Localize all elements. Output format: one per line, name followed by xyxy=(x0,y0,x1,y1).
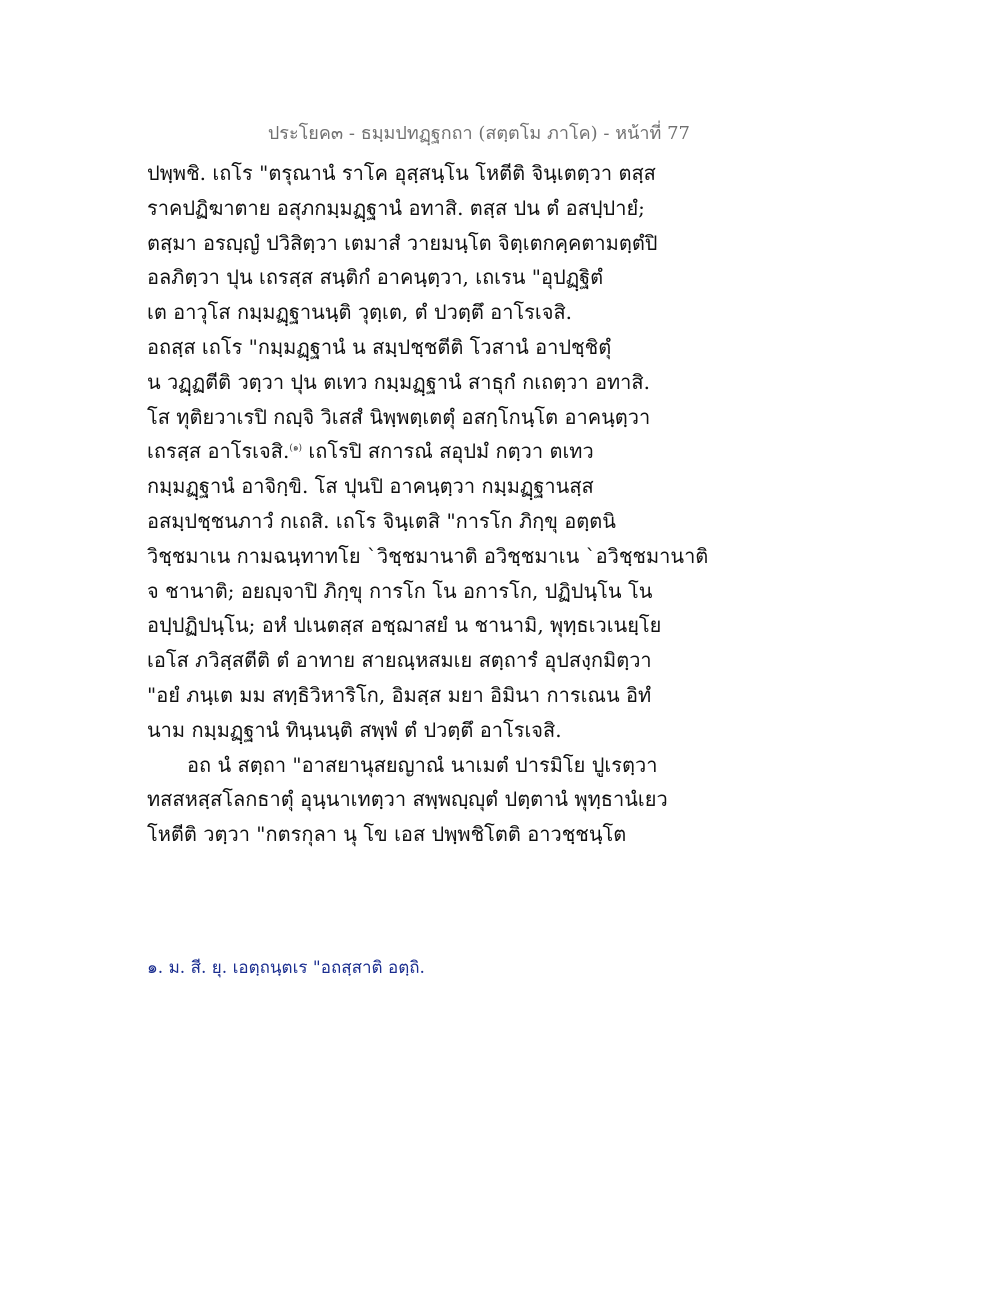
footnote: ๑. ม. สี. ยุ. เอตฺถนฺตเร "อถสฺสาติ อตฺถิ. xyxy=(147,958,425,978)
text-line: ปพฺพชิ. เถโร "ตรุณานํ ราโค อุสฺสนฺโน โหตีติ จินฺเตตฺวา ตสฺส xyxy=(147,161,656,185)
text-line: อถสฺส เถโร "กมฺมฏฺฐานํ น สมฺปชฺชตีติ โวสานํ อาปชฺชิตุํ xyxy=(147,334,612,359)
text-line: วิชฺชมาเน กามฉนฺทาทโย `วิชฺชมานาติ อวิชฺชมาเน `อวิชฺชมานาติ xyxy=(147,543,709,568)
text-line: ราคปฏิฆาตาย อสุภกมฺมฏฺฐานํ อทาสิ. ตสฺส ปน ตํ อสปฺปายํ; xyxy=(147,195,645,220)
text-line-segment: เถรสฺส อาโรเจสิ. xyxy=(147,439,290,464)
text-line: จ ชานาติ; อยญฺจาปิ ภิกฺขุ การโก โน อการโก, ปฏิปนฺโน โน xyxy=(147,578,653,603)
text-line: "อยํ ภนฺเต มม สทฺธิวิหาริโก, อิมสฺส มยา อิมินา การเณน อิทํ xyxy=(147,682,652,707)
text-line: ตสฺมา อรญฺญํ ปวิสิตฺวา เตมาสํ วายมนฺโต จิตฺเตกคฺคตามตฺตํปิ xyxy=(147,230,658,255)
text-line: เอโส ภวิสฺสตีติ ตํ อาทาย สายณฺหสมเย สตฺถารํ อุปสงฺกมิตฺวา xyxy=(147,648,652,673)
text-line-segment: เถโรปิ สการณํ สอุปมํ กตฺวา ตเทว xyxy=(302,439,594,464)
text-line: นาม กมฺมฏฺฐานํ ทินฺนนฺติ สพฺพํ ตํ ปวตฺตึ อาโรเจสิ. xyxy=(147,717,562,742)
text-line: อลภิตฺวา ปุน เถรสฺส สนฺติกํ อาคนฺตฺวา, เถเรน "อุปฏฺฐิตํ xyxy=(147,265,604,290)
text-line: ทสสหสฺสโลกธาตุํ อุนฺนาเทตฺวา สพฺพญฺญุตํ ปตฺตานํ พุทฺธานํเยว xyxy=(147,787,668,812)
text-line: อปฺปฏิปนฺโน; อหํ ปเนตสฺส อชฺฌาสยํ น ชานามิ, พุทฺธเวเนยฺโย xyxy=(147,613,662,638)
paragraph-start-line: อถ นํ สตฺถา "อาสยานุสยญาณํ นาเมตํ ปารมิโย ปูเรตฺวา xyxy=(187,752,658,777)
text-line: เต อาวุโส กมฺมฏฺฐานนฺติ วุตฺเต, ตํ ปวตฺตึ อาโรเจสิ. xyxy=(147,300,573,325)
text-line: โหตีติ วตฺวา "กตรกุลา นุ โข เอส ปพฺพชิโตติ อาวชฺชนฺโต xyxy=(147,822,627,847)
text-line: อสมฺปชฺชนภาวํ กเถสิ. เถโร จินฺเตสิ "การโก ภิกฺขุ อตฺตนิ xyxy=(147,508,616,533)
text-line: กมฺมฏฺฐานํ อาจิกฺขิ. โส ปุนปิ อาคนฺตฺวา กมฺมฏฺฐานสฺส xyxy=(147,474,594,499)
footnote-marker[interactable]: (๑) xyxy=(289,443,303,454)
text-line: โส ทุติยวาเรปิ กญฺจิ วิเสสํ นิพฺพตฺเตตุํ อสกฺโกนฺโต อาคนฺตฺวา xyxy=(147,404,651,429)
text-line: น วฏฺฏตีติ วตฺวา ปุน ตเทว กมฺมฏฺฐานํ สาธุกํ กเถตฺวา อทาสิ. xyxy=(147,369,650,394)
text-line-with-note xyxy=(147,434,707,469)
body-text xyxy=(147,156,707,852)
running-header: ประโยค๓ - ธมฺมปทฏฺฐกถา (สตฺตโม ภาโค) - หน้าที่ 77 xyxy=(267,123,690,144)
